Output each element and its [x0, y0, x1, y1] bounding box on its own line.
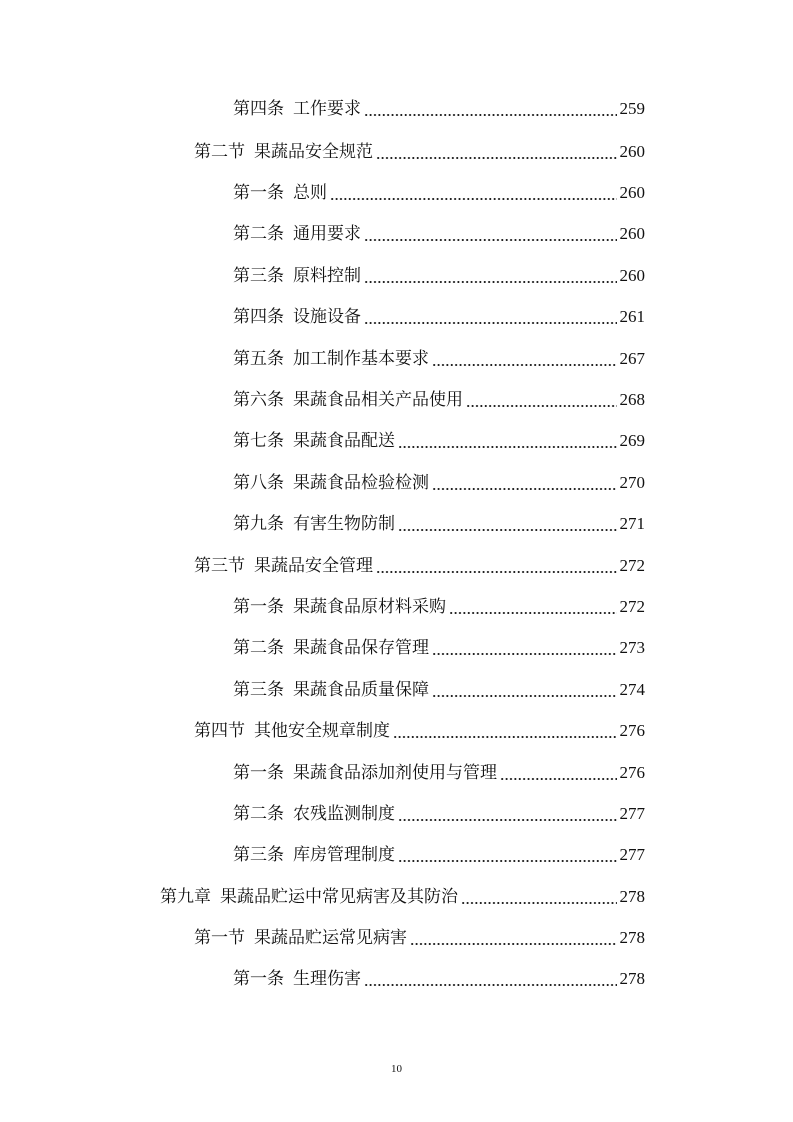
- toc-entry-title: 原料控制: [293, 266, 361, 286]
- toc-entry-page: 271: [619, 514, 645, 533]
- toc-entry: [233, 222, 645, 246]
- dot-leader: [398, 446, 617, 448]
- toc-entry-title: 农残监测制度: [293, 804, 395, 824]
- toc-entry: [233, 678, 645, 702]
- toc-entry-page: 270: [619, 473, 645, 492]
- toc-entry: [233, 843, 645, 867]
- dot-leader: [432, 488, 617, 490]
- toc-entry-title: 果蔬食品质量保障: [293, 680, 429, 700]
- toc-entry-page: 272: [619, 556, 645, 575]
- dot-leader: [330, 198, 617, 200]
- toc-entry-number: 第三条: [233, 845, 284, 865]
- toc-entry: [233, 471, 645, 495]
- dot-leader: [461, 902, 617, 904]
- toc-entry-page: 274: [619, 680, 645, 699]
- dot-leader: [398, 529, 617, 531]
- dot-leader: [364, 281, 617, 283]
- toc-entry: [233, 305, 645, 329]
- toc-entry-title: 加工制作基本要求: [293, 349, 429, 369]
- dot-leader: [410, 943, 617, 945]
- toc-entry: [233, 595, 645, 619]
- toc-entry: [233, 347, 645, 371]
- toc-entry: [194, 719, 645, 743]
- toc-entry: [233, 761, 645, 785]
- toc-entry-title: 通用要求: [293, 224, 361, 244]
- toc-entry-page: 278: [619, 969, 645, 988]
- toc-entry-title: 设施设备: [293, 307, 361, 327]
- toc-entry-page: 278: [619, 928, 645, 947]
- toc-entry: [233, 967, 645, 991]
- toc-entry-title: 果蔬品安全管理: [254, 556, 373, 576]
- toc-entry-number: 第一条: [233, 763, 284, 783]
- page-number: 10: [391, 1063, 402, 1075]
- toc-entry-number: 第九条: [233, 514, 284, 534]
- dot-leader: [432, 695, 617, 697]
- toc-entry: [160, 885, 645, 909]
- toc-entry-page: 277: [619, 804, 645, 823]
- toc-entry-title: 生理伤害: [293, 969, 361, 989]
- toc-entry-number: 第三条: [233, 680, 284, 700]
- dot-leader: [398, 819, 617, 821]
- dot-leader: [376, 157, 617, 159]
- toc-entry-number: 第一条: [233, 969, 284, 989]
- toc-entry-title: 总则: [293, 183, 327, 203]
- toc-entry-number: 第二节: [194, 142, 245, 162]
- toc-entry-page: 260: [619, 224, 645, 243]
- toc-entry: [233, 388, 645, 412]
- toc-entry: [233, 264, 645, 288]
- toc-entry-page: 276: [619, 721, 645, 740]
- toc-entry-number: 第九章: [160, 887, 211, 907]
- toc-entry-title: 果蔬食品保存管理: [293, 638, 429, 658]
- toc-entry: [233, 181, 645, 205]
- toc-entry-page: 272: [619, 597, 645, 616]
- toc-entry-number: 第五条: [233, 349, 284, 369]
- toc-entry-title: 果蔬食品添加剂使用与管理: [293, 763, 497, 783]
- toc-entry-title: 有害生物防制: [293, 514, 395, 534]
- toc-entry: [194, 554, 645, 578]
- toc-entry-page: 260: [619, 183, 645, 202]
- toc-entry-number: 第二条: [233, 804, 284, 824]
- toc-entry-title: 果蔬食品配送: [293, 431, 395, 451]
- toc-entry-number: 第一节: [194, 928, 245, 948]
- toc-entry-number: 第四节: [194, 721, 245, 741]
- toc-entry: [194, 926, 645, 950]
- toc-entry-page: 267: [619, 349, 645, 368]
- dot-leader: [466, 405, 617, 407]
- toc-entry-page: 259: [619, 99, 645, 118]
- toc-entry-page: 260: [619, 266, 645, 285]
- toc-entry-title: 果蔬食品原材料采购: [293, 597, 446, 617]
- toc-entry-title: 果蔬品贮运中常见病害及其防治: [220, 887, 458, 907]
- toc-entry-number: 第二条: [233, 224, 284, 244]
- toc-entry-number: 第六条: [233, 390, 284, 410]
- toc-entry-number: 第一条: [233, 183, 284, 203]
- dot-leader: [364, 984, 617, 986]
- dot-leader: [376, 571, 617, 573]
- toc-entry-page: 268: [619, 390, 645, 409]
- toc-entry-page: 273: [619, 638, 645, 657]
- toc-entry-number: 第四条: [233, 99, 284, 119]
- toc-entry: [233, 97, 645, 121]
- toc-entry-title: 其他安全规章制度: [254, 721, 390, 741]
- toc-entry-number: 第二条: [233, 638, 284, 658]
- dot-leader: [364, 239, 617, 241]
- toc-entry-title: 果蔬食品检验检测: [293, 473, 429, 493]
- toc-entry: [233, 636, 645, 660]
- dot-leader: [432, 653, 617, 655]
- toc-entry-number: 第八条: [233, 473, 284, 493]
- dot-leader: [364, 114, 617, 116]
- toc-entry: [233, 802, 645, 826]
- toc-entry: [233, 512, 645, 536]
- toc-entry: [233, 429, 645, 453]
- dot-leader: [449, 612, 617, 614]
- dot-leader: [398, 860, 617, 862]
- dot-leader: [432, 364, 617, 366]
- toc-entry-title: 工作要求: [293, 99, 361, 119]
- toc-entry: [194, 140, 645, 164]
- toc-entry-number: 第一条: [233, 597, 284, 617]
- toc-entry-page: 269: [619, 431, 645, 450]
- toc-entry-page: 278: [619, 887, 645, 906]
- toc-entry-title: 果蔬食品相关产品使用: [293, 390, 463, 410]
- toc-entry-number: 第三条: [233, 266, 284, 286]
- toc-entry-page: 261: [619, 307, 645, 326]
- toc-entry-page: 276: [619, 763, 645, 782]
- toc-entry-number: 第四条: [233, 307, 284, 327]
- toc-entry-page: 260: [619, 142, 645, 161]
- toc-entry-title: 库房管理制度: [293, 845, 395, 865]
- toc-entry-page: 277: [619, 845, 645, 864]
- dot-leader: [364, 322, 617, 324]
- toc-entry-title: 果蔬品贮运常见病害: [254, 928, 407, 948]
- dot-leader: [500, 778, 617, 780]
- toc-entry-title: 果蔬品安全规范: [254, 142, 373, 162]
- dot-leader: [393, 736, 617, 738]
- toc-entry-number: 第七条: [233, 431, 284, 451]
- toc-entry-number: 第三节: [194, 556, 245, 576]
